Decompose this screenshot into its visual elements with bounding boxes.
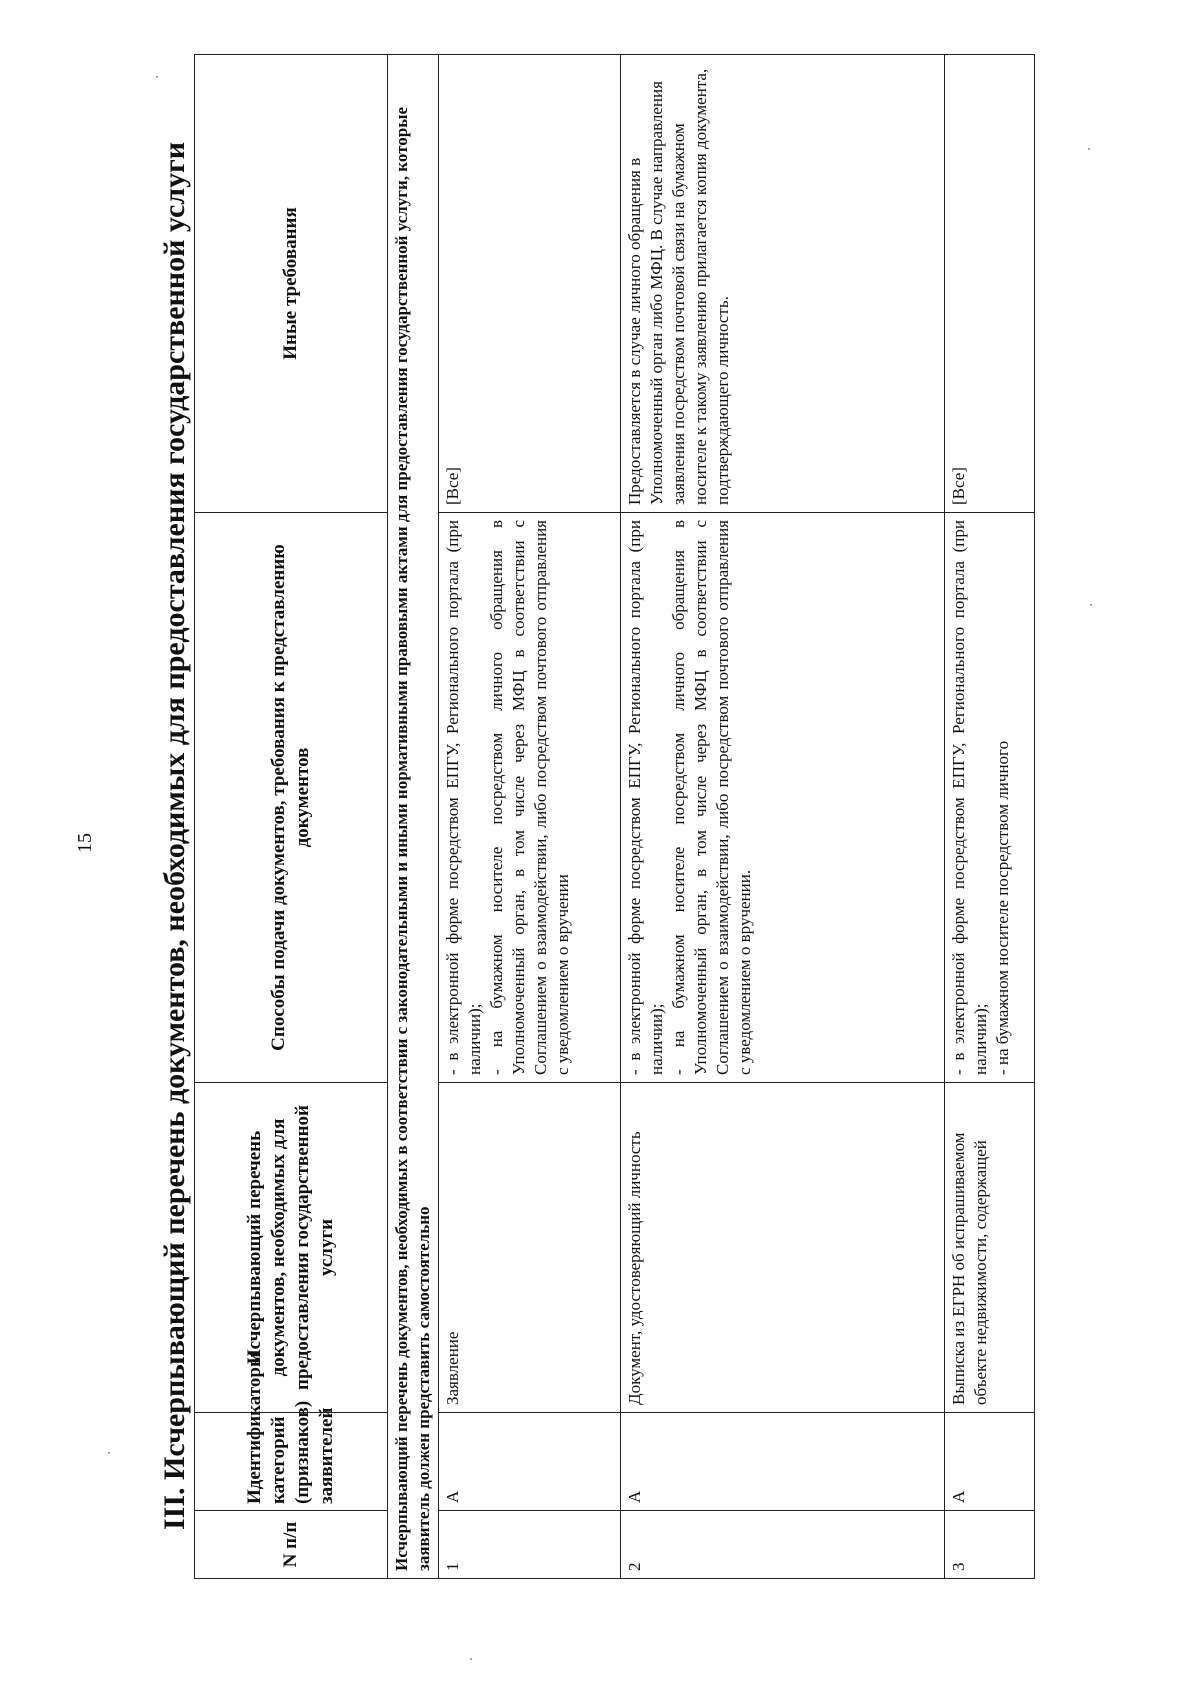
row-other: [Все] xyxy=(439,55,621,513)
section-row xyxy=(388,55,439,1579)
row-number: 1 xyxy=(439,1511,621,1579)
row-other: Предоставляется в случае личного обращения в Уполномоченный орган либо МФЦ. В случае направления заявления посредством почтовой связи на бумажном носителе к такому заявлению прилагается копия документа, подтверждающего личность. xyxy=(621,55,945,513)
row-number: 2 xyxy=(621,1511,945,1579)
scan-speck xyxy=(470,1658,472,1660)
page-number: 15 xyxy=(74,833,96,853)
method-line: - на бумажном носителе посредством личного xyxy=(993,740,1012,1075)
row-category: А xyxy=(621,1413,945,1511)
scan-speck xyxy=(156,76,158,78)
table-row xyxy=(945,55,1035,1579)
method-line: - в электронной форме посредством ЕПГУ, Регионального портала (при наличии); xyxy=(625,520,666,1075)
header-document-list: Исчерпывающий перечень документов, необходимых для предоставления государственной услуги xyxy=(195,1083,388,1413)
row-method xyxy=(621,513,945,1083)
row-other: [Все] xyxy=(945,55,1035,513)
row-category: А xyxy=(945,1413,1035,1511)
documents-table xyxy=(194,54,1035,1579)
header-other-requirements: Иные требования xyxy=(195,55,388,513)
row-method xyxy=(439,513,621,1083)
row-document: Заявление xyxy=(439,1083,621,1413)
table-row xyxy=(439,55,621,1579)
table-row xyxy=(621,55,945,1579)
scan-speck xyxy=(1088,148,1090,150)
header-category: Идентификаторы категорий (признаков) заявителей xyxy=(195,1413,388,1511)
method-line: - в электронной форме посредством ЕПГУ, Регионального портала (при наличии); xyxy=(443,520,484,1075)
row-number: 3 xyxy=(945,1511,1035,1579)
header-number: N п/п xyxy=(195,1511,388,1579)
method-line: - на бумажном носителе посредством личного обращения в Уполномоченный орган, в том числе через МФЦ в соответствии с Соглашением о взаимодействии, либо посредством почтового отправления с уведомлением о вручении. xyxy=(669,520,754,1075)
scan-speck xyxy=(108,1452,110,1454)
method-line: - в электронной форме посредством ЕПГУ, Регионального портала (при наличии); xyxy=(949,520,990,1075)
row-method xyxy=(945,513,1035,1083)
section-heading: Исчерпывающий перечень документов, необходимых в соответствии с законодательными и иными нормативными правовыми актами для предоставления государственной услуги, которые заявитель должен представить самостоятельно xyxy=(388,55,439,1579)
header-submission-methods: Способы подачи документов, требования к представлению документов xyxy=(195,513,388,1083)
section-title: III. Исчерпывающий перечень документов, необходимых для предоставления государственной услуги xyxy=(158,142,191,1530)
row-document: Документ, удостоверяющий личность xyxy=(621,1083,945,1413)
method-line: - на бумажном носителе посредством личного обращения в Уполномоченный орган, в том числе через МФЦ в соответствии с Соглашением о взаимодействии, либо посредством почтового отправления с уведомлением о вручении xyxy=(487,520,572,1075)
table-header-row xyxy=(195,55,388,1579)
row-category: А xyxy=(439,1413,621,1511)
scan-speck xyxy=(1090,604,1092,606)
row-document: Выписка из ЕГРН об испрашиваемом объекте недвижимости, содержащей xyxy=(945,1083,1035,1413)
